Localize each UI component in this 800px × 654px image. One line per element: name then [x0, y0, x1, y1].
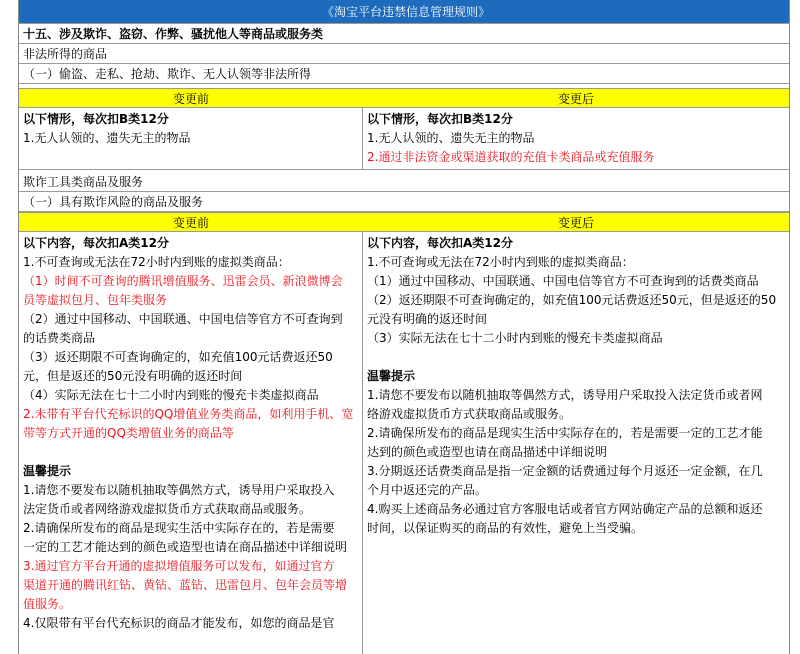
rule-line: 法定货币或者网络游戏虚拟货币方式获取商品或服务。 — [23, 502, 312, 516]
comparison-body-2 — [19, 232, 789, 654]
rule-heading: 以下内容，每次扣A类12分 — [23, 236, 169, 250]
header-after: 变更后 — [557, 92, 594, 106]
rule-line: 的话费类商品 — [23, 331, 96, 345]
rule-line: 4.购买上述商品务必通过官方客服电话或者官方网站确定产品的总额和返还 — [367, 502, 763, 516]
rules-sheet — [18, 0, 790, 654]
before-column-2 — [19, 232, 363, 654]
rule-line: 元没有明确的返还时间 — [367, 312, 488, 326]
rule-line: 元，但是返还的50元没有明确的返还时间 — [23, 369, 243, 383]
rule-line: 时间，以保证购买的商品的有效性，避免上当受骗。 — [367, 521, 644, 535]
subcategory-theft-smuggling: （一）偷盗、走私、抢劫、欺诈、无人认领等非法所得 — [19, 64, 789, 84]
rule-line: 一定的工艺才能达到的颜色或造型也请在商品描述中详细说明 — [23, 540, 348, 554]
header-after: 变更后 — [557, 216, 594, 230]
rule-line: （3）返还期限不可查询确定的，如充值100元话费返还50 — [23, 350, 333, 364]
rule-line: 3.通过官方平台开通的虚拟增值服务可以发布，如通过官方 — [23, 559, 335, 573]
rule-heading: 温馨提示 — [23, 464, 72, 478]
header-before: 变更前 — [172, 216, 209, 230]
rule-line: 4.仅限带有平台代充标识的商品才能发布，如您的商品是官 — [23, 616, 335, 630]
after-column-1 — [363, 108, 789, 170]
rule-line: （3）实际无法在七十二小时内到账的慢充卡类虚拟商品 — [367, 331, 663, 345]
comparison-body-1 — [19, 108, 789, 170]
rule-line: 2.请确保所发布的商品是现实生活中实际存在的，若是需要一定的工艺才能 — [367, 426, 763, 440]
rule-line: 1.无人认领的、遗失无主的物品 — [367, 131, 535, 145]
rule-heading: 温馨提示 — [367, 369, 416, 383]
after-column-2 — [363, 232, 789, 654]
rule-line: 员等虚拟包月、包年类服务 — [23, 293, 168, 307]
category-illegal-goods: 非法所得的商品 — [19, 44, 789, 64]
rule-line: （1）通过中国移动、中国联通、中国电信等官方不可查询到的话费类商品 — [367, 274, 759, 288]
comparison-header-1 — [19, 88, 789, 108]
rule-line: 2.未带有平台代充标识的QQ增值业务类商品，如利用手机、宽 — [23, 407, 354, 421]
comparison-header-2 — [19, 212, 789, 232]
blank-line — [367, 348, 785, 367]
rule-line: 络游戏虚拟货币方式获取商品或服务。 — [367, 407, 572, 421]
rule-heading: 以下情形，每次扣B类12分 — [23, 112, 169, 126]
header-before: 变更前 — [172, 92, 209, 106]
rule-line: 1.请您不要发布以随机抽取等偶然方式，诱导用户采取投入法定货币或者网 — [367, 388, 763, 402]
rule-line: 达到的颜色或造型也请在商品描述中详细说明 — [367, 445, 608, 459]
rule-line: 个月中返还完的产品。 — [367, 483, 488, 497]
subcategory-fraud-risk: （一）具有欺诈风险的商品及服务 — [19, 192, 789, 212]
rule-line: （2）通过中国移动、中国联通、中国电信等官方不可查询到 — [23, 312, 343, 326]
rule-heading: 以下内容，每次扣A类12分 — [367, 236, 513, 250]
category-fraud-tools: 欺诈工具类商品及服务 — [19, 172, 789, 192]
rule-line: 2.请确保所发布的商品是现实生活中实际存在的，若是需要 — [23, 521, 335, 535]
rule-line: 1.无人认领的、遗失无主的物品 — [23, 131, 191, 145]
rule-line: 渠道开通的腾讯红钻、黄钻、蓝钻、迅雷包月、包年会员等增 — [23, 578, 348, 592]
rule-line: （1）时间不可查询的腾讯增值服务、迅雷会员、新浪微博会 — [23, 274, 343, 288]
before-column-1 — [19, 108, 363, 170]
rule-line: 值服务。 — [23, 597, 72, 611]
rule-line: 1.不可查询或无法在72小时内到账的虚拟类商品： — [367, 255, 634, 269]
rule-line: 带等方式开通的QQ类增值业务的商品等 — [23, 426, 234, 440]
rule-line: （2）返还期限不可查询确定的，如充值100元话费返还50元，但是返还的50 — [367, 293, 777, 307]
blank-line — [23, 443, 358, 462]
rule-line: （4）实际无法在七十二小时内到账的慢充卡类虚拟商品 — [23, 388, 319, 402]
rule-line: 3.分期返还话费类商品是指一定金额的话费通过每个月返还一定金额，在几 — [367, 464, 763, 478]
rule-heading: 以下情形，每次扣B类12分 — [367, 112, 513, 126]
document-title: 《淘宝平台违禁信息管理规则》 — [19, 0, 789, 24]
section-heading: 十五、涉及欺诈、盗窃、作弊、骚扰他人等商品或服务类 — [19, 24, 789, 44]
rule-line: 1.请您不要发布以随机抽取等偶然方式，诱导用户采取投入 — [23, 483, 335, 497]
rule-line: 2.通过非法资金或渠道获取的充值卡类商品或充值服务 — [367, 150, 655, 164]
rule-line: 1.不可查询或无法在72小时内到账的虚拟类商品： — [23, 255, 290, 269]
